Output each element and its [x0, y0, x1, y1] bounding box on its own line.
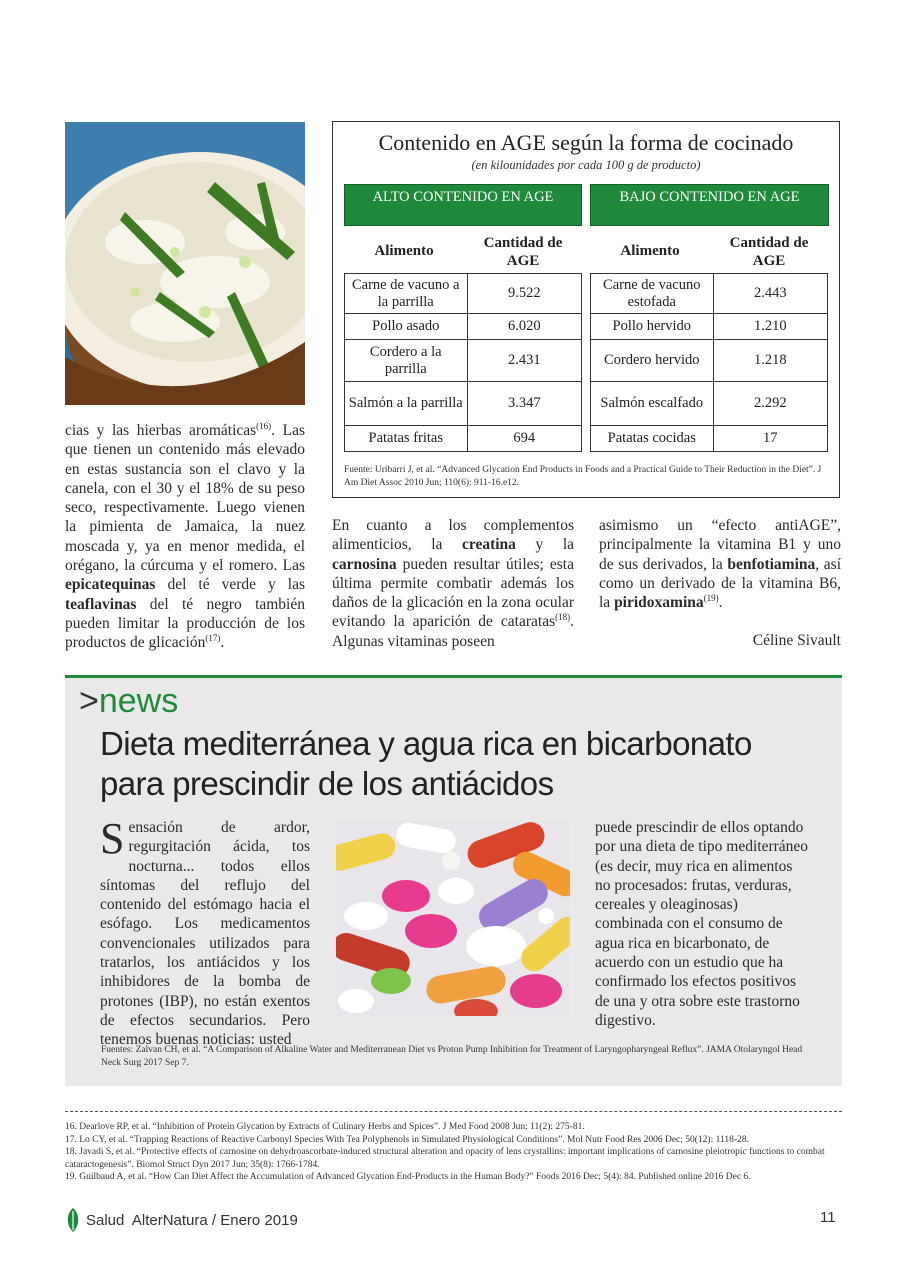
mid-text-part: pueden resultar útiles; esta última permite combatir además los daños de la glicación en la zona ocular evitando la aparición de cataratas [332, 555, 574, 631]
reference-17: (17) [205, 633, 221, 644]
pills-photo [336, 821, 570, 1016]
left-column-text [65, 421, 305, 653]
teaflavinas-term: teaflavinas [65, 595, 137, 613]
high-col-amount-header: Cantidad de AGE [483, 235, 563, 269]
low-content-table [590, 273, 828, 452]
right-text-part: , así como un derivado de la vitamina B6, la [599, 555, 842, 612]
footnote-16: 16. Dearlove RP, et al. “Inhibition of Protein Glycation by Extracts of Culinary Herbs and Spices”. J Med Food 2008 Jun; 11(2): 275-81. [65, 1122, 585, 1132]
table-row [591, 340, 828, 382]
leaf-icon [66, 1207, 80, 1233]
food-cell: Patatas cocidas [591, 426, 714, 452]
amount-cell: 3.347 [467, 382, 581, 426]
news-tag [79, 682, 178, 721]
news-left-text [100, 814, 310, 1050]
right-text-part: asimismo un “efecto antiAGE”, principalmente la vitamina B1 y uno de sus derivados, la [599, 517, 841, 573]
left-text-part: . Las que tienen un contenido más elevado en estas sustancia son el clavo y la canela, con el 30 y el 18% de su peso seco, respectivamente. Luego vienen la pimienta de Jamaica, la nuez moscada y, ya en menor medida, el orégano, la cúrcuma y el romero. Las [65, 422, 305, 575]
table-row [591, 314, 828, 340]
right-column-text [599, 516, 841, 612]
rice-dish-photo [65, 122, 305, 405]
page-footer [66, 1207, 298, 1233]
news-left-body: ensación de ardor, regurgitación ácida, tos nocturna... todos ellos síntomas del reflujo del contenido del estómago hacia el esófago. Los medicamentos convencionales utilizados para tratarlos, los antiácidos y los inhibidores de la bomba de protones (IBP), no están exentos de efectos secundarios. Pero tenemos buenas noticias: usted [100, 819, 310, 1049]
food-cell: Carne de vacuno estofada [591, 274, 714, 314]
amount-cell: 17 [713, 426, 827, 452]
reference-18: (18) [555, 612, 571, 623]
benfotiamina-term: benfotiamina [727, 555, 816, 573]
age-table-title: Contenido en AGE según la forma de cocinado [378, 130, 794, 155]
footnote-18: 18. Javadi S, et al. “Protective effects of carnosine on dehydroascorbate-induced structural alteration and opacity of lens crystallins: important implications of carnosine pleiotropic functions to combat cataractogenesis”. Biomol Struct Dyn 2017 Jun; 35(8): 1766-1784. [65, 1147, 825, 1170]
amount-cell: 1.218 [713, 340, 827, 382]
page-number: 11 [820, 1209, 836, 1226]
footnote-17: 17. Lo CY, et al. “Trapping Reactions of Reactive Carbonyl Species With Tea Polyphenols in Simulated Physiological Conditions”. Mol Nutr Food Res 2006 Dec; 50(12): 1118-28. [65, 1134, 749, 1145]
high-content-header: ALTO CONTENIDO EN AGE [344, 184, 582, 226]
news-right-text: puede prescindir de ellos optando por una dieta de tipo mediterráneo (es decir, muy rica en alimentos no procesados: frutas, verduras, cereales y oleaginosas) combinada con el consumo de agua rica en bicarbonato, de acuerdo con un estudio que ha confirmado los efectos positivos de una y otra sobre este trastorno digestivo. [595, 819, 809, 1029]
left-text-part: del té verde y las [155, 576, 305, 594]
amount-cell: 6.020 [467, 314, 581, 340]
table-row [345, 426, 582, 452]
food-cell: Pollo hervido [591, 314, 714, 340]
table-row [345, 274, 582, 314]
news-source: Fuentes: Zalvan CH, et al. “A Comparison of Alkaline Water and Mediterranean Diet vs Proton Pump Inhibition for Treatment of Laryngopharyngeal Reflux”. JAMA Otolaryngol Head Neck Surg 2017 Sep 7. [101, 1045, 803, 1068]
food-cell: Salmón escalfado [591, 382, 714, 426]
footnote-19: 19. Guilbaud A, et al. “How Can Diet Affect the Accumulation of Advanced Glycation End-Products in the Human Body?” Foods 2016 Dec; 5(4): 84. Published online 2016 Dec 6. [65, 1172, 751, 1183]
mid-text-part: y la [515, 536, 574, 554]
table-row [591, 426, 828, 452]
low-col-food-header: Alimento [620, 243, 680, 259]
food-cell: Patatas fritas [345, 426, 468, 452]
amount-cell: 694 [467, 426, 581, 452]
food-cell: Carne de vacuno a la parrilla [345, 274, 468, 314]
amount-cell: 2.292 [713, 382, 827, 426]
mid-text-part: . Algunas vitaminas poseen [332, 613, 574, 650]
high-content-table [344, 273, 582, 452]
epicatequinas-term: epicatequinas [65, 576, 156, 594]
low-col-amount-header: Cantidad de AGE [729, 235, 809, 269]
table-row [345, 314, 582, 340]
middle-column-text [332, 516, 574, 651]
article-author: Céline Sivault [752, 632, 841, 649]
right-text-part: . [718, 594, 723, 612]
high-col-food-header: Alimento [374, 243, 434, 259]
food-cell: Cordero hervido [591, 340, 714, 382]
table-row [345, 340, 582, 382]
left-text-part: . [220, 634, 225, 652]
mid-text-part: En cuanto a los complementos alimenticios, la [332, 517, 574, 554]
reference-19: (19) [703, 593, 719, 604]
publication-name: Salud AlterNatura / Enero 2019 [86, 1211, 298, 1229]
food-cell: Salmón a la parrilla [345, 382, 468, 426]
news-dropcap: S [100, 814, 125, 863]
carnosina-term: carnosina [332, 555, 397, 573]
low-content-header: BAJO CONTENIDO EN AGE [590, 184, 829, 226]
food-cell: Cordero a la parrilla [345, 340, 468, 382]
amount-cell: 2.431 [467, 340, 581, 382]
table-row [591, 274, 828, 314]
age-table-source: Fuente: Uribarri J, et al. “Advanced Glycation End Products in Foods and a Practical Guide to Their Reduction in the Diet”. J Am Diet Assoc 2010 Jun; 110(6): 911-16.e12. [344, 465, 822, 488]
reference-16: (16) [256, 420, 272, 431]
age-table-box [332, 121, 840, 498]
amount-cell: 9.522 [467, 274, 581, 314]
news-tag-word: news [98, 682, 179, 720]
piridoxamina-term: piridoxamina [614, 594, 704, 612]
footnote-divider [65, 1111, 842, 1112]
amount-cell: 2.443 [713, 274, 827, 314]
news-headline: Dieta mediterránea y agua rica en bicarbonato para prescindir de los antiácidos [100, 725, 752, 802]
amount-cell: 1.210 [713, 314, 827, 340]
footnotes [65, 1121, 842, 1184]
table-row [591, 382, 828, 426]
food-cell: Pollo asado [345, 314, 468, 340]
left-text-part: del té negro también pueden limitar la producción de los productos de glicación [65, 595, 305, 652]
left-text-part: cias y las hierbas aromáticas [65, 422, 257, 439]
news-tag-symbol: > [79, 682, 99, 720]
table-row [345, 382, 582, 426]
creatina-term: creatina [461, 536, 516, 554]
age-table-subtitle: (en kilounidades por cada 100 g de producto) [471, 158, 701, 172]
